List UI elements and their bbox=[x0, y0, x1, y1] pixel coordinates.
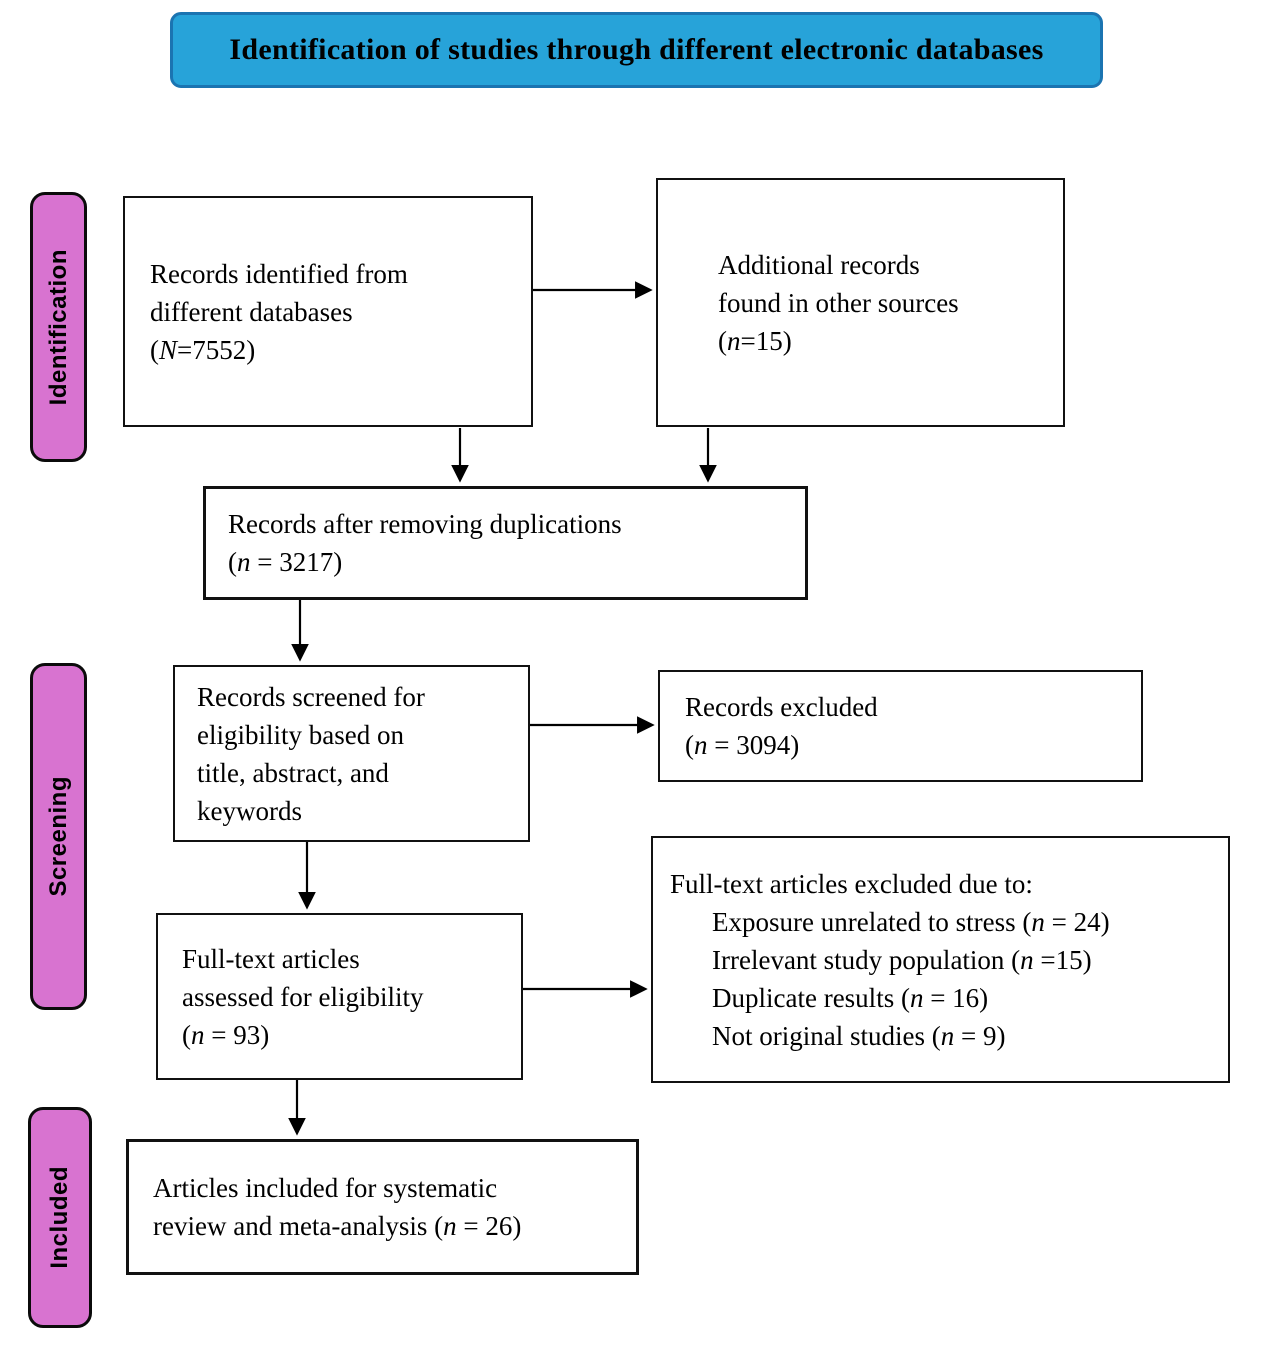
box-fulltext-excluded-reasons bbox=[651, 836, 1230, 1083]
text-segment: Full-text articles bbox=[182, 943, 360, 974]
box-text-line bbox=[182, 940, 521, 978]
box-text-line bbox=[228, 543, 805, 581]
box-text-line bbox=[153, 1169, 636, 1207]
text-segment: Not original studies ( bbox=[712, 1020, 941, 1051]
exclusion-reason bbox=[670, 903, 1228, 941]
box-text-line bbox=[718, 284, 1063, 322]
box-text-line bbox=[718, 322, 1063, 360]
text-segment: =15) bbox=[740, 325, 792, 356]
italic-variable: n bbox=[909, 982, 924, 1013]
box-text-line bbox=[228, 505, 805, 543]
stage-label-included bbox=[28, 1107, 92, 1328]
text-segment: = 26) bbox=[456, 1211, 522, 1241]
text-segment: = 93) bbox=[204, 1019, 270, 1050]
text-segment: ( bbox=[718, 325, 727, 356]
diagram-title-banner bbox=[170, 12, 1103, 88]
text-segment: Additional records bbox=[718, 249, 920, 280]
text-segment: =15) bbox=[1033, 944, 1092, 975]
italic-variable: n bbox=[1020, 944, 1034, 975]
text-segment: ( bbox=[228, 547, 237, 577]
box-text-line bbox=[197, 716, 528, 754]
italic-variable: n bbox=[694, 730, 708, 760]
box-articles-included bbox=[126, 1139, 639, 1275]
italic-variable: n bbox=[443, 1211, 457, 1241]
text-segment: keywords bbox=[197, 795, 302, 826]
exclusion-reason bbox=[670, 941, 1228, 979]
italic-variable: n bbox=[237, 547, 251, 577]
stage-label-text: Identification bbox=[44, 248, 72, 406]
italic-variable: n bbox=[940, 1020, 955, 1051]
text-segment: Records excluded bbox=[685, 692, 878, 722]
box-text-line bbox=[197, 754, 528, 792]
italic-variable: n bbox=[191, 1019, 205, 1050]
italic-variable: n bbox=[1031, 906, 1045, 937]
text-segment: ( bbox=[182, 1019, 191, 1050]
box-text-line bbox=[150, 331, 531, 369]
box-text-line bbox=[150, 293, 531, 331]
text-segment: Records screened for bbox=[197, 681, 425, 712]
text-segment: ( bbox=[150, 334, 159, 365]
text-segment: different databases bbox=[150, 296, 353, 327]
italic-variable: N bbox=[159, 334, 178, 365]
text-segment: = 3094) bbox=[707, 730, 800, 760]
text-segment: eligibility based on bbox=[197, 719, 404, 750]
box-text-line bbox=[685, 726, 1141, 764]
text-segment: Irrelevant study population ( bbox=[712, 944, 1021, 975]
exclusion-reason bbox=[670, 1017, 1228, 1055]
text-segment: review and meta-analysis ( bbox=[153, 1211, 444, 1241]
italic-variable: n bbox=[727, 325, 741, 356]
text-segment: Duplicate results ( bbox=[712, 982, 910, 1013]
text-segment: Exposure unrelated to stress ( bbox=[712, 906, 1032, 937]
diagram-title: Identification of studies through different electronic databases bbox=[229, 33, 1044, 66]
box-text-line bbox=[182, 1016, 521, 1054]
box-records-screened bbox=[173, 665, 530, 842]
text-segment: found in other sources bbox=[718, 287, 959, 318]
text-segment: Records identified from bbox=[150, 258, 408, 289]
text-segment: = 3217) bbox=[250, 547, 343, 577]
text-segment: ( bbox=[685, 730, 694, 760]
box-text-line bbox=[718, 246, 1063, 284]
text-segment: assessed for eligibility bbox=[182, 981, 424, 1012]
box-text-line bbox=[685, 688, 1141, 726]
box-records-excluded bbox=[658, 670, 1143, 782]
text-segment: = 9) bbox=[954, 1020, 1006, 1051]
box-additional-records bbox=[656, 178, 1065, 427]
box-text-line bbox=[150, 255, 531, 293]
box-text-line bbox=[153, 1207, 636, 1245]
stage-label-screening bbox=[30, 663, 87, 1010]
box-text-line bbox=[670, 865, 1228, 903]
box-text-line bbox=[182, 978, 521, 1016]
stage-label-text: Screening bbox=[44, 776, 72, 897]
text-segment: Records after removing duplications bbox=[228, 509, 622, 539]
text-segment: title, abstract, and bbox=[197, 757, 389, 788]
box-fulltext-assessed bbox=[156, 913, 523, 1080]
text-segment: =7552) bbox=[177, 334, 256, 365]
box-records-identified bbox=[123, 196, 533, 427]
stage-label-text: Included bbox=[46, 1166, 73, 1269]
box-text-line bbox=[197, 792, 528, 830]
text-segment: Full-text articles excluded due to: bbox=[670, 868, 1033, 899]
text-segment: = 24) bbox=[1044, 906, 1110, 937]
text-segment: = 16) bbox=[923, 982, 989, 1013]
box-records-after-duplications bbox=[203, 486, 808, 600]
box-text-line bbox=[197, 678, 528, 716]
exclusion-reason bbox=[670, 979, 1228, 1017]
text-segment: Articles included for systematic bbox=[153, 1173, 498, 1203]
stage-label-identification bbox=[30, 192, 87, 462]
